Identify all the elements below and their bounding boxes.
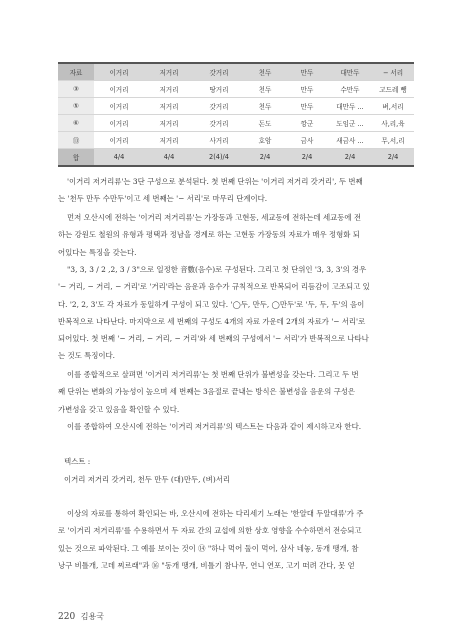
table-header-cell: 대만두 (328, 63, 372, 81)
text-line: 이를 종합하여 오산시에 전하는 '이거리 저거리류'의 텍스트는 다음과 같이 제시하고자 한다. (67, 422, 362, 431)
text-line: 이를 종합적으로 살펴면 '이거리 저거리류'는 첫 번째 단위가 불변성을 갖는다. 그리고 두 번 (67, 370, 359, 379)
text-label: 텍스트 : (64, 457, 91, 466)
text-line: 하는 강원도 철원의 유형과 평택과 정남을 경계로 하는 고현동 가장동의 자료가 매우 정형화 되 (58, 230, 360, 240)
text-line: 먼저 오산시에 전하는 '이거리 저거리류'는 가장동과 고현동, 세교동에 전하는데 세교동에 전 (67, 213, 362, 222)
table-row (58, 132, 414, 149)
table-cell: 2/4 (372, 149, 414, 167)
table-cell: ⑬ (58, 132, 94, 149)
table-cell: 무,서,리 (372, 132, 414, 149)
table-header-cell: 이거리 (94, 63, 144, 81)
table-header-cell: 천두 (244, 63, 286, 81)
table-cell: 2(4)/4 (194, 149, 244, 167)
table-cell: 이거리 (94, 98, 144, 115)
table-header-row (58, 63, 414, 81)
table-cell: 2/4 (328, 149, 372, 167)
table-cell: 도임군 ... (328, 115, 372, 132)
table-cell: 벼,서리 (372, 98, 414, 115)
text-line: 되어있다. 첫 번째 '− 거리, − 거리, − 거리'와 세 번째의 구성에서 '− 서리'가 반복적으로 나타나 (58, 334, 369, 344)
table-cell: 금사 (286, 132, 328, 149)
table-cell: 이거리 (94, 81, 144, 98)
table-cell: 4/4 (94, 149, 144, 167)
paragraph (58, 418, 416, 435)
table-cell: 이거리 (94, 115, 144, 132)
table-row (58, 115, 414, 132)
page-number: 220 (58, 612, 76, 622)
table-header-cell: 만두 (286, 63, 328, 81)
table-cell: 대만두 ... (328, 98, 372, 115)
text-line: '이거리 저거리류'는 3단 구성으로 분석된다. 첫 번째 단위는 '이거리 저거리 갓거리', 두 번째 (67, 177, 363, 186)
table-cell: 4/4 (144, 149, 194, 167)
table-cell: 새금사 ... (328, 132, 372, 149)
table-sum-row (58, 149, 414, 167)
text-line: 째 단위는 변화의 가능성이 높으며 세 번째는 3음절로 끝내는 방식은 불변성을 음운의 구성은 (58, 387, 356, 397)
table-row (58, 98, 414, 115)
paragraph (58, 261, 416, 365)
text-line: 로 '이거리 저거리류'를 수용하면서 두 자료 간의 교섭에 의한 상호 영향을 수수하면서 전승되고 (58, 526, 362, 536)
author-name: 김용국 (80, 612, 104, 621)
data-table (58, 62, 414, 167)
text-line: 있는 것으로 파악된다. 그 예를 보이는 것이 ⑭ "하나 먹어 둘이 먹어, 삼사 네놓, 동개 땡개, 참 (58, 543, 359, 553)
table-cell: 깡군 (286, 115, 328, 132)
text-line: 반복적으로 나타난다. 마지막으로 세 번째의 구성도 4개의 자료 가운데 2개의 자료가 '− 서리'로 (58, 316, 366, 326)
text-line: 는 '천두 만두 수만두'이고 세 번째는 '− 서리'로 마무리 단계이다. (58, 194, 268, 204)
table-cell: 이거리 (94, 132, 144, 149)
text-line: 는 것도 특징이다. (58, 351, 116, 361)
table-header-cell: 저거리 (144, 63, 194, 81)
text-line: 가변성을 갖고 있음을 확인할 수 있다. (58, 404, 180, 414)
table-cell: 고드레 뺑 (372, 81, 414, 98)
table-cell: 수만두 (328, 81, 372, 98)
table-cell: 저거리 (144, 98, 194, 115)
text-line: "3, 3, 3 / 2 ,2, 3 / 3"으로 일정한 音數(음수)로 구성된다. 그리고 첫 단위인 '3, 3, 3'의 경우 (67, 265, 367, 274)
table-cell: 저거리 (144, 81, 194, 98)
table-cell: 사,리,육 (372, 115, 414, 132)
table-cell: 천두 (244, 81, 286, 98)
text-line: 낭구 비틀개, 고데 찌르래"과 ⑯ "동개 땡개, 비틀기 참나무, 연니 연포, 고기 떠려 간다, 못 얻 (58, 560, 355, 570)
table-row (58, 81, 414, 98)
table-cell: 저거리 (144, 115, 194, 132)
paragraph (58, 173, 416, 208)
table-header-cell: 갓거리 (194, 63, 244, 81)
table-cell: 2/4 (244, 149, 286, 167)
table-header-cell: 자료 (58, 63, 94, 81)
text-line: 다. '2, 2, 3'도 각 자료가 동일하게 구성이 되고 있다. '◯두, 만두, ◯만두'로 '두, 두, 두'의 음이 (58, 299, 365, 309)
table-cell: 저거리 (144, 132, 194, 149)
paragraph (58, 209, 416, 261)
table-cell: ⑥ (58, 115, 94, 132)
paragraph (58, 505, 416, 574)
table-cell: ③ (58, 81, 94, 98)
paragraph (58, 366, 416, 418)
text-line: '− 거리, − 거리, − 거리'로 '거리'라는 음운과 음수가 규칙적으로 반복되어 리듬감이 고조되고 있 (58, 282, 370, 292)
table-header-cell: − 서리 (372, 63, 414, 81)
text-line: 어있다는 특징을 갖는다. (58, 247, 137, 257)
table-cell: 갓거리 (194, 115, 244, 132)
table-cell: 만두 (286, 81, 328, 98)
table-cell: 돈도 (244, 115, 286, 132)
table-cell: 2/4 (286, 149, 328, 167)
table-cell: 갓거리 (194, 98, 244, 115)
table-cell: 합 (58, 149, 94, 167)
text-line: 이상의 자료를 통하여 확인되는 바, 오산시에 전하는 다리세기 노래는 '한알대 두알대류'가 주 (67, 509, 364, 518)
table-cell: ⑤ (58, 98, 94, 115)
table-cell: 호암 (244, 132, 286, 149)
table-cell: 만두 (286, 98, 328, 115)
text-body: 이거리 저거리 갓거리, 천두 만두 (대)만두, (벼)서리 (64, 475, 230, 484)
table-cell: 땅거리 (194, 81, 244, 98)
page-footer (58, 611, 104, 622)
table-cell: 천두 (244, 98, 286, 115)
table-cell: 사거리 (194, 132, 244, 149)
